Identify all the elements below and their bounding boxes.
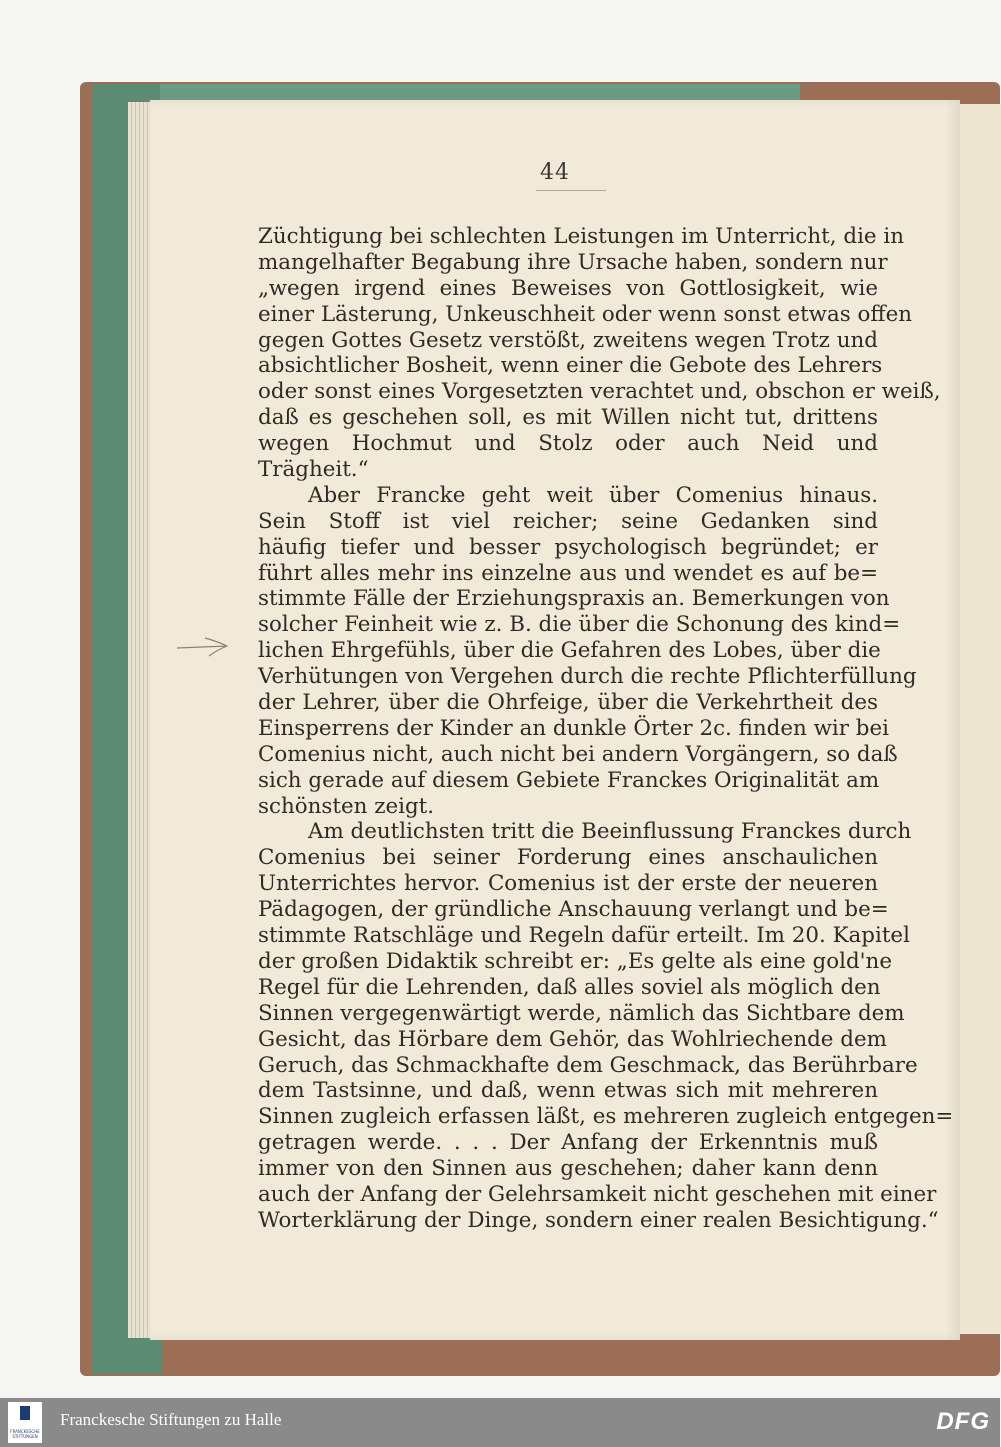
text-line: Trägheit.“ xyxy=(258,457,369,483)
footer-title: Franckesche Stiftungen zu Halle xyxy=(60,1410,282,1429)
text-line: Geruch, das Schmackhafte dem Geschmack, das Berührbare xyxy=(258,1052,918,1078)
text-line: Sinnen vergegenwärtigt werde, nämlich das Sichtbare dem xyxy=(258,1000,905,1026)
text-line: Worterklärung der Dinge, sondern einer realen Besichtigung.“ xyxy=(258,1207,939,1233)
text-line: absichtlicher Bosheit, wenn einer die Gebote des Lehrers xyxy=(258,353,883,379)
text-line: stimmte Ratschläge und Regeln dafür erteilt. Im 20. Kapitel xyxy=(258,923,910,949)
text-line: dem Tastsinne, und daß, wenn etwas sich mit mehreren xyxy=(258,1078,878,1104)
text-line: stimmte Fälle der Erziehungspraxis an. Bemerkungen von xyxy=(258,586,890,612)
next-page-edge xyxy=(958,104,1001,1334)
text-line: solcher Feinheit wie z. B. die über die Schonung des kind= xyxy=(258,612,901,638)
orphanage-emblem-icon xyxy=(20,1406,30,1420)
text-line: Unterrichtes hervor. Comenius ist der erste der neueren xyxy=(258,871,878,897)
text-line: Züchtigung bei schlechten Leistungen im Unterricht, die in xyxy=(258,224,904,249)
text-line: schönsten zeigt. xyxy=(258,793,435,819)
book-page xyxy=(150,100,960,1340)
text-line: Regel für die Lehrenden, daß alles soviel als möglich den xyxy=(258,974,881,1000)
text-line: führt alles mehr ins einzelne aus und wendet es auf be= xyxy=(258,560,878,586)
text-line: Aber Francke geht weit über Comenius hinaus. xyxy=(308,482,878,508)
text-line: sich gerade auf diesem Gebiete Franckes Originalität am xyxy=(258,767,880,793)
institution-logo xyxy=(8,1402,42,1443)
text-line: wegen Hochmut und Stolz oder auch Neid und xyxy=(258,431,878,457)
text-line: Am deutlichsten tritt die Beeinflussung Franckes durch xyxy=(308,819,912,845)
text-line: Pädagogen, der gründliche Anschauung verlangt und be= xyxy=(258,897,889,923)
text-line: daß es geschehen soll, es mit Willen nicht tut, drittens xyxy=(258,405,878,431)
text-line: auch der Anfang der Gelehrsamkeit nicht geschehen mit einer xyxy=(258,1181,937,1207)
text-line: „wegen irgend eines Beweises von Gottlosigkeit, wie xyxy=(258,275,878,301)
text-line: Sinnen zugleich erfassen läßt, es mehreren zugleich entgegen= xyxy=(258,1104,954,1130)
text-line: Comenius nicht, auch nicht bei andern Vorgängern, so daß xyxy=(258,741,898,767)
dfg-logo: DFG xyxy=(936,1408,990,1435)
text-line: Sein Stoff ist viel reicher; seine Gedanken sind xyxy=(258,508,878,534)
text-line: immer von den Sinnen aus geschehen; daher kann denn xyxy=(258,1156,878,1182)
logo-text: FRANCKESCHE STIFTUNGEN xyxy=(10,1429,40,1439)
page-text xyxy=(258,224,954,1234)
footer-bar xyxy=(0,1398,1000,1447)
text-line: Einsperrens der Kinder an dunkle Örter 2c. finden wir bei xyxy=(258,715,889,741)
text-line: einer Lästerung, Unkeuschheit oder wenn sonst etwas offen xyxy=(258,301,913,327)
text-line: oder sonst eines Vorgesetzten verachtet und, obschon er weiß, xyxy=(258,379,941,405)
page-number: 44 xyxy=(540,160,570,185)
text-line: gegen Gottes Gesetz verstößt, zweitens wegen Trotz und xyxy=(258,327,878,353)
text-line: Gesicht, das Hörbare dem Gehör, das Wohlriechende dem xyxy=(258,1026,887,1052)
text-line: Verhütungen von Vergehen durch die rechte Pflichterfüllung xyxy=(258,664,917,690)
text-line: der Lehrer, über die Ohrfeige, über die Verkehrtheit des xyxy=(258,690,878,716)
text-line: getragen werde. . . . Der Anfang der Erkenntnis muß xyxy=(258,1130,878,1156)
text-line: Comenius bei seiner Forderung eines anschaulichen xyxy=(258,845,878,871)
text-line: mangelhafter Begabung ihre Ursache haben, sondern nur xyxy=(258,249,888,275)
text-line: lichen Ehrgefühls, über die Gefahren des Lobes, über die xyxy=(258,638,881,664)
text-line: der großen Didaktik schreibt er: „Es gelte als eine gold'ne xyxy=(258,948,892,974)
pencil-arrow-mark xyxy=(175,634,235,658)
text-line: häufig tiefer und besser psychologisch begründet; er xyxy=(258,534,878,560)
page-number-rule xyxy=(536,190,606,191)
